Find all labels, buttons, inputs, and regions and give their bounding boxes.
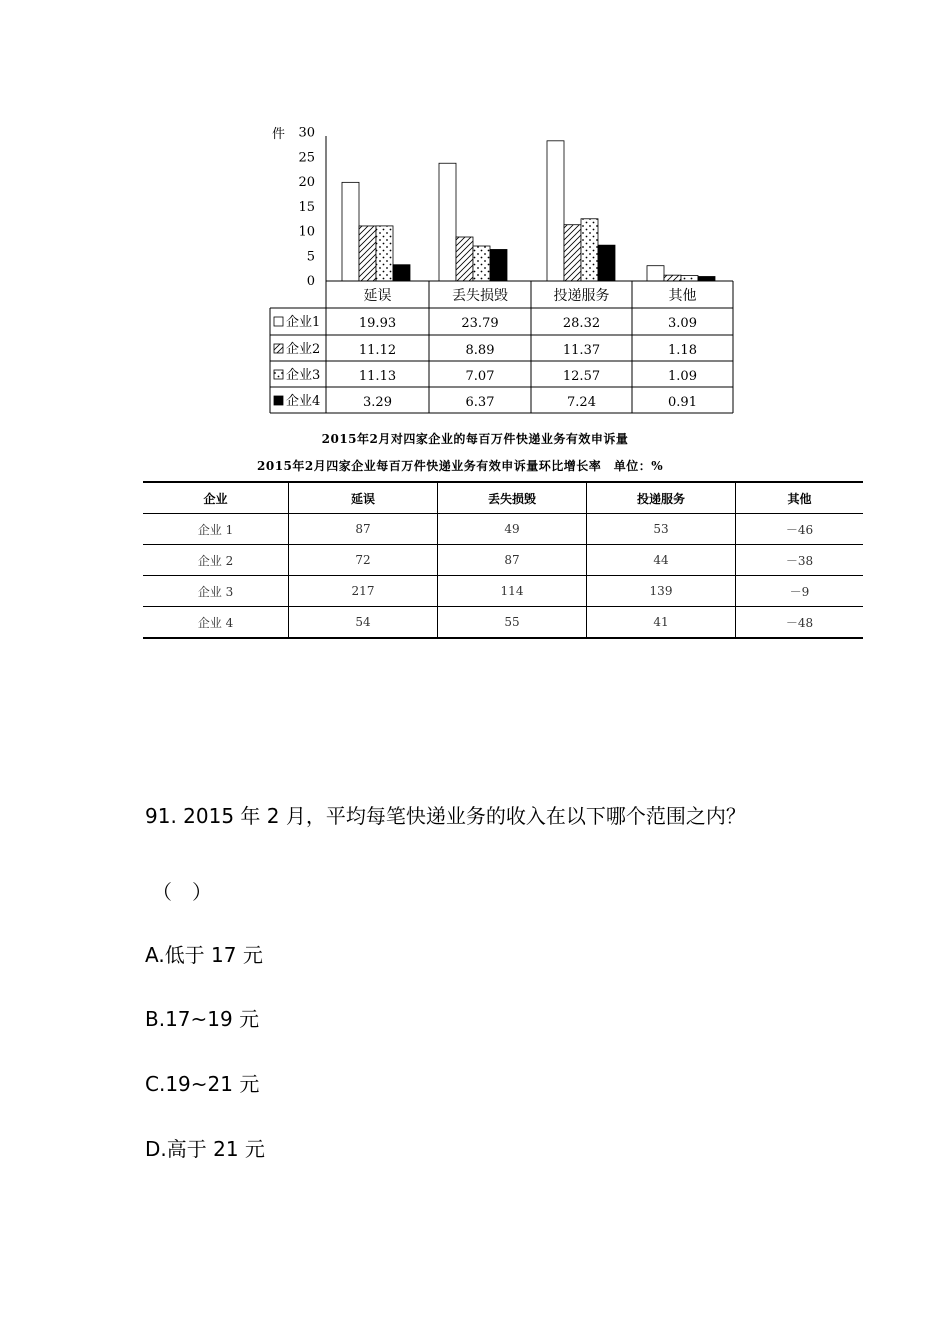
data-label: 19.93 bbox=[358, 316, 397, 331]
y-tick-label: 0 bbox=[306, 274, 315, 289]
x-category-label: 其他 bbox=[668, 288, 697, 304]
table-cell: －38 bbox=[736, 545, 864, 576]
data-label: 7.24 bbox=[567, 395, 596, 410]
table-cell: 55 bbox=[438, 607, 587, 639]
table-cell: －9 bbox=[736, 576, 864, 607]
table-cell: 139 bbox=[587, 576, 736, 607]
header-cell: 企业 bbox=[143, 482, 289, 514]
table-cell: 41 bbox=[587, 607, 736, 639]
answer-blank: （ ） bbox=[152, 880, 212, 904]
table-row bbox=[143, 607, 863, 639]
y-tick-label: 30 bbox=[298, 125, 315, 141]
data-label: 0.91 bbox=[668, 395, 697, 410]
bar bbox=[598, 245, 615, 281]
y-tick-label: 10 bbox=[298, 224, 315, 240]
header-cell: 其他 bbox=[736, 482, 864, 514]
data-label: 6.37 bbox=[465, 395, 495, 410]
bar bbox=[681, 276, 698, 281]
data-label: 12.57 bbox=[562, 369, 601, 384]
bar bbox=[342, 182, 359, 281]
table-caption: 2015年2月四家企业每百万件快递业务有效申诉量环比增长率 单位：% bbox=[257, 459, 664, 473]
table-header-row bbox=[143, 482, 863, 514]
option-b[interactable]: B.17~19 元 bbox=[145, 1007, 260, 1031]
data-label: 28.32 bbox=[562, 316, 601, 331]
table-cell: －46 bbox=[736, 514, 864, 545]
table-cell: 87 bbox=[438, 545, 587, 576]
data-label: 11.12 bbox=[358, 343, 397, 358]
bar bbox=[376, 226, 393, 281]
table-cell: 72 bbox=[289, 545, 438, 576]
data-label: 7.07 bbox=[465, 369, 495, 384]
header-cell: 丢失损毁 bbox=[438, 482, 587, 514]
table-cell: 53 bbox=[587, 514, 736, 545]
table-row bbox=[143, 514, 863, 545]
legend-label: 企业1 bbox=[286, 315, 321, 330]
y-axis-label: 件 bbox=[272, 127, 286, 142]
data-label: 1.18 bbox=[668, 343, 697, 358]
legend-swatch bbox=[274, 317, 283, 326]
y-tick-label: 25 bbox=[298, 150, 315, 166]
header-cell: 投递服务 bbox=[587, 482, 736, 514]
bar bbox=[698, 276, 715, 281]
data-label: 3.29 bbox=[363, 395, 392, 410]
y-tick-label: 15 bbox=[298, 199, 315, 215]
legend-label: 企业4 bbox=[286, 394, 321, 409]
option-a[interactable]: A.低于 17 元 bbox=[145, 943, 263, 967]
bar bbox=[547, 141, 564, 281]
growth-rate-table bbox=[143, 481, 863, 639]
data-label: 11.37 bbox=[562, 343, 601, 358]
data-label: 3.09 bbox=[668, 316, 697, 331]
legend-label: 企业2 bbox=[286, 342, 321, 357]
bar bbox=[581, 219, 598, 281]
table-cell: 企业 3 bbox=[143, 576, 289, 607]
x-category-label: 丢失损毁 bbox=[452, 288, 508, 304]
table-cell: 企业 1 bbox=[143, 514, 289, 545]
complaint-chart bbox=[0, 0, 950, 430]
bar bbox=[664, 275, 681, 281]
table-cell: 企业 2 bbox=[143, 545, 289, 576]
header-cell: 延误 bbox=[289, 482, 438, 514]
data-label: 23.79 bbox=[461, 316, 499, 331]
option-c[interactable]: C.19~21 元 bbox=[145, 1072, 260, 1096]
bar bbox=[439, 163, 456, 281]
table-cell: －48 bbox=[736, 607, 864, 639]
bar bbox=[490, 249, 507, 281]
bar bbox=[393, 265, 410, 281]
question-text: 91. 2015 年 2 月，平均每笔快递业务的收入在以下哪个范围之内？ bbox=[145, 804, 746, 828]
table-row bbox=[143, 545, 863, 576]
legend-label: 企业3 bbox=[286, 368, 321, 383]
table-cell: 87 bbox=[289, 514, 438, 545]
x-category-label: 投递服务 bbox=[553, 288, 610, 304]
bar bbox=[473, 246, 490, 281]
table-cell: 114 bbox=[438, 576, 587, 607]
option-d[interactable]: D.高于 21 元 bbox=[145, 1137, 265, 1161]
table-cell: 49 bbox=[438, 514, 587, 545]
table-cell: 54 bbox=[289, 607, 438, 639]
table-cell: 217 bbox=[289, 576, 438, 607]
bar bbox=[564, 225, 581, 281]
bar bbox=[359, 226, 376, 281]
y-tick-label: 20 bbox=[298, 175, 315, 190]
data-label: 1.09 bbox=[668, 369, 697, 384]
table-cell: 企业 4 bbox=[143, 607, 289, 639]
x-category-label: 延误 bbox=[363, 288, 392, 304]
data-label: 11.13 bbox=[358, 369, 397, 384]
legend-swatch bbox=[274, 396, 283, 405]
data-label: 8.89 bbox=[465, 343, 495, 358]
bar bbox=[647, 266, 664, 281]
bar bbox=[456, 237, 473, 281]
legend-swatch bbox=[274, 370, 283, 379]
y-tick-label: 5 bbox=[306, 249, 315, 265]
legend-swatch bbox=[274, 344, 283, 353]
table-row bbox=[143, 576, 863, 607]
chart-title: 2015年2月对四家企业的每百万件快递业务有效申诉量 bbox=[321, 432, 629, 446]
table-cell: 44 bbox=[587, 545, 736, 576]
